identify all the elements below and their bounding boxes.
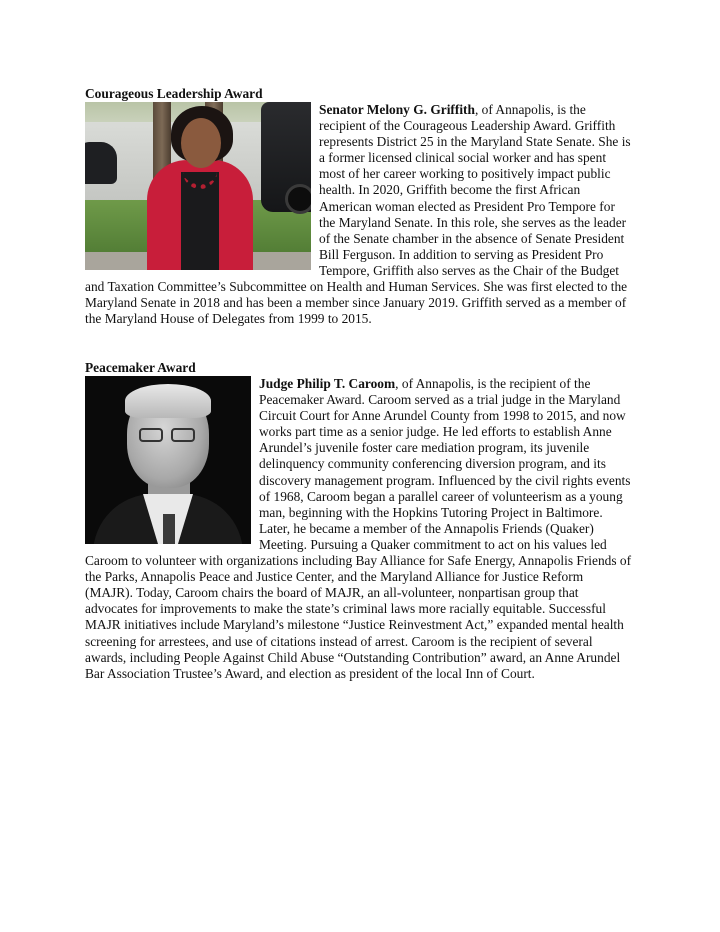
caroom-name: Judge Philip T. Caroom — [259, 376, 396, 391]
caroom-photo — [85, 376, 251, 544]
griffith-bio — [85, 102, 633, 327]
caroom-bio — [85, 376, 633, 682]
griffith-photo — [85, 102, 311, 270]
courageous-leadership-award-heading: Courageous Leadership Award — [85, 86, 263, 101]
griffith-bio-text: , of Annapolis, is the recipient of the Courageous Leadership Award. Griffith represents District 25 in the Maryland State Senate. She is a former licensed clinical social worker and has spent most of her career working to positively impact public health. In 2020, Griffith become the first African American woman elected as President Pro Tempore for the Maryland Senate. In this role, she serves as the leader of the Senate chamber in the absence of Senate President Bill Ferguson. In addition to serving as President Pro Tempore, Griffith also serves as the Chair of the Budget and Taxation Committee’s Subcommittee on Health and Human Services. She was first elected to the Maryland Senate in 2018 and has been a member since January 2019. Griffith served as a member of the Maryland House of Delegates from 1999 to 2015. — [85, 102, 631, 327]
caroom-bio-text: , of Annapolis, is the recipient of the Peacemaker Award. Caroom served as a trial judge in the Maryland Circuit Court for Anne Arundel County from 1998 to 2015, and now works part time as a senior judge. He led efforts to establish Anne Arundel’s juvenile foster care mediation program, its juvenile delinquency community conferencing diversion program, and its discovery management program. Influenced by the civil rights events of 1968, Caroom began a parallel career of volunteerism as a young man, beginning with the Hopkins Tutoring Project in Baltimore. Later, he became a member of the Annapolis Friends (Quaker) Meeting. Pursuing a Quaker commitment to act on his values led Caroom to volunteer with organizations including Bay Alliance for Safe Energy, Annapolis Friends of the Parks, Annapolis Peace and Justice Center, and the Maryland Alliance for Justice Reform (MAJR). Today, Caroom chairs the board of MAJR, an all-volunteer, nonpartisan group that advocates for improvements to make the state’s criminal laws more racially equitable. Successful MAJR initiatives include Maryland’s milestone “Justice Reinvestment Act,” expanded mental health screening for arrestees, and use of citations instead of arrest. Caroom is the recipient of several awards, including People Against Child Abuse “Outstanding Contribution” award, an Anne Arundel Bar Association Trustee’s Award, and election as president of the local Inn of Court. — [85, 376, 632, 681]
griffith-name: Senator Melony G. Griffith — [319, 102, 475, 117]
peacemaker-award-heading: Peacemaker Award — [85, 360, 196, 375]
